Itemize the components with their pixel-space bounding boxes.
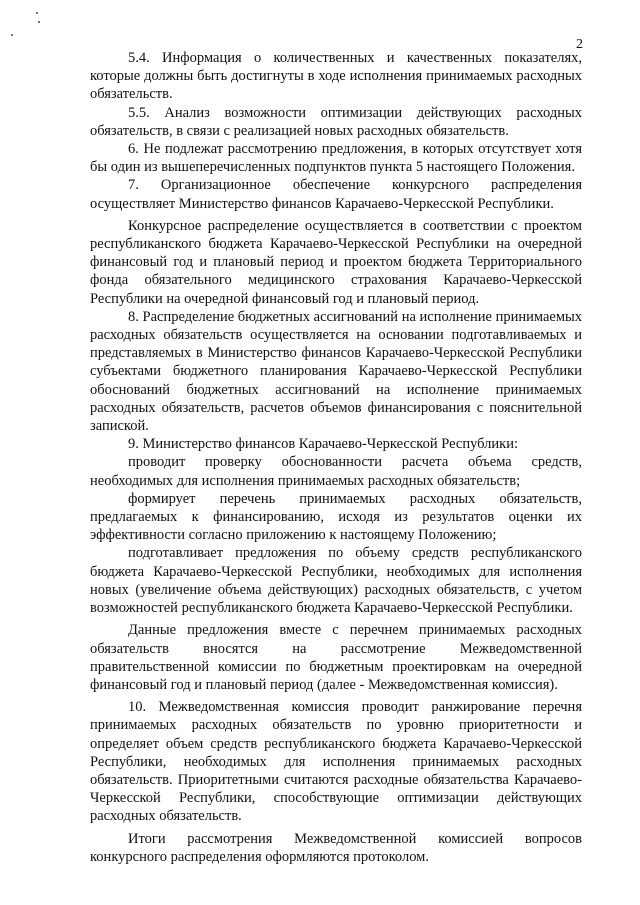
paragraph-8: 8. Распределение бюджетных ассигнований на исполнение принимаемых расходных обязательств осуществляется на основании подготавливаемых и представляемых в Министерство финансов Карачаево-Черкесской Республики субъектами бюджетного планирования Карачаево-Черкесской Республики обоснований бюджетных ассигнований на исполнение принимаемых расходных обязательств, расчетов объемов финансирования с пояснительной запиской. xyxy=(90,308,582,435)
paragraph-5-4: 5.4. Информация о количественных и качественных показателях, которые должны быть достигнуты в ходе исполнения принимаемых расходных обязательств. xyxy=(90,50,582,103)
paragraph-9-item-check: проводит проверку обоснованности расчета объема средств, необходимых для исполнения принимаемых расходных обязательств; xyxy=(90,454,582,489)
paragraph-results: Итоги рассмотрения Межведомственной комиссией вопросов конкурсного распределения оформляются протоколом. xyxy=(90,830,582,865)
paragraph-10: 10. Межведомственная комиссия проводит ранжирование перечня принимаемых расходных обязательств по уровню приоритетности и определяет объем средств республиканского бюджета Карачаево-Черкесской Республики, необходимых для исполнения принимаемых расходных обязательств. Приоритетными считаются расходные обязательства Карачаево-Черкесской Республики, способствующие оптимизации действующих расходных обязательств. xyxy=(90,699,582,825)
paragraph-6: 6. Не подлежат рассмотрению предложения, в которых отсутствует хотя бы один из вышеперечисленных подпунктов пункта 5 настоящего Положения. xyxy=(90,141,582,176)
document-body xyxy=(90,49,582,866)
paragraph-9-item-list: формирует перечень принимаемых расходных обязательств, предлагаемых к финансированию, исходя из результатов оценки их эффективности согласно приложению к настоящему Положению; xyxy=(90,490,582,544)
paragraph-9: 9. Министерство финансов Карачаево-Черкесской Республики: xyxy=(128,436,518,453)
scan-speck xyxy=(36,12,38,14)
paragraph-5-5: 5.5. Анализ возможности оптимизации действующих расходных обязательств, в связи с реализацией новых расходных обязательств. xyxy=(90,104,582,139)
paragraph-competitive-distribution: Конкурсное распределение осуществляется в соответствии с проектом республиканского бюджета Карачаево-Черкесской Республики на очередной финансовый год и плановый период и проектом бюджета Территориального фонда обязательного медицинского страхования Карачаево-Черкесской Республики на очередной финансовый год и плановый период. xyxy=(90,217,582,307)
paragraph-7: 7. Организационное обеспечение конкурсного распределения осуществляет Министерство финансов Карачаево-Черкесской Республики. xyxy=(90,177,582,212)
scan-speck xyxy=(11,34,13,36)
paragraph-proposals-submission: Данные предложения вместе с перечнем принимаемых расходных обязательств вносятся на рассмотрение Межведомственной правительственной комиссии по бюджетным проектировкам на очередной финансовый год и плановый период (далее - Межведомственная комиссия). xyxy=(90,622,582,693)
scan-speck xyxy=(38,21,40,23)
paragraph-9-item-proposals: подготавливает предложения по объему средств республиканского бюджета Карачаево-Черкесской Республики, необходимых для исполнения новых (увеличение объема действующих) расходных обязательств, с учетом возможностей республиканского бюджета Карачаево-Черкесской Республики. xyxy=(90,545,582,617)
page-number: 2 xyxy=(576,37,583,52)
